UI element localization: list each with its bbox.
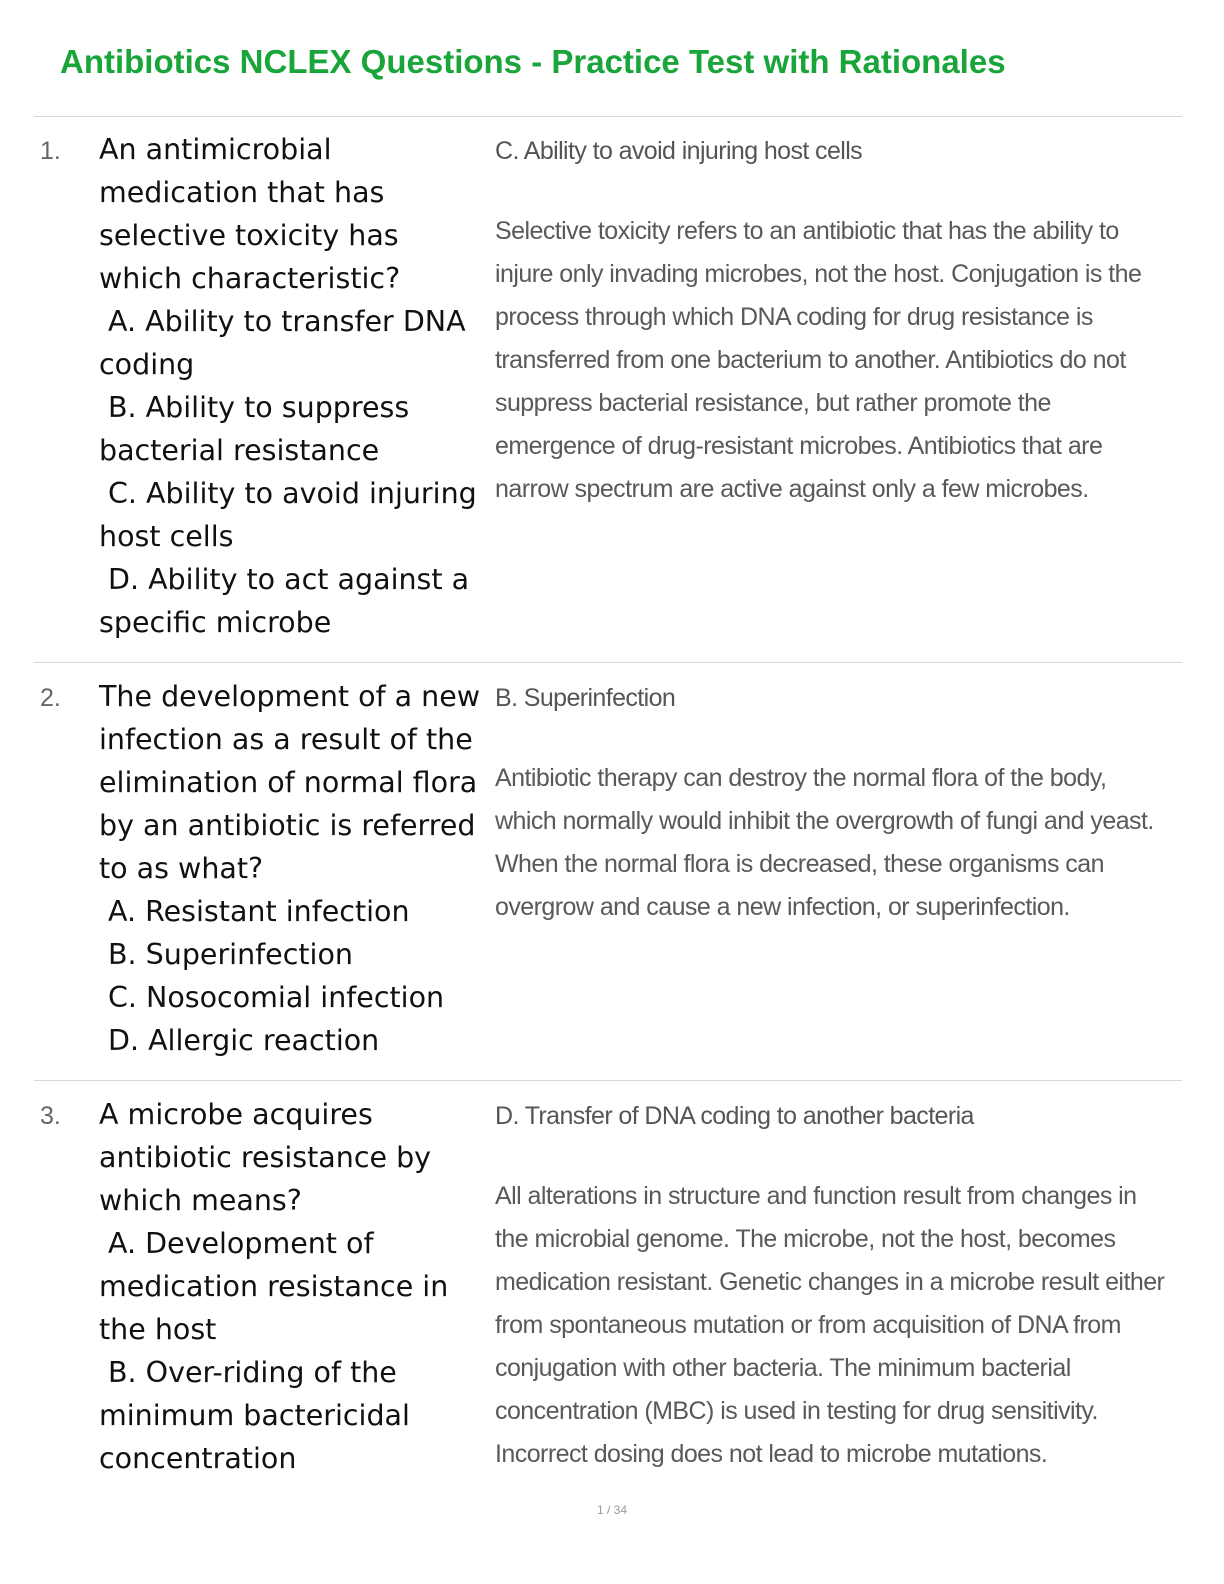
question-text: A microbe acquires antibiotic resistance by which means? [99, 1098, 432, 1217]
answer-option: B. Superinfection [108, 938, 353, 971]
rationale-text: All alterations in structure and function result from changes in the microbial genome. The microbe, not the host, becomes medication resistant. Genetic changes in a microbe result either from spontaneous mutation or from acquisition of DNA from conjugation with other bacteria. The minimum bacterial concentration (MBC) is used in testing for drug sensitivity. Incorrect dosing does not lead to microbe mutations. [495, 1182, 1165, 1468]
question-text-block [99, 675, 487, 1062]
question-text: The development of a new infection as a result of the elimination of normal flora by an antibiotic is referred to as what? [99, 680, 481, 885]
question-number: 1. [40, 137, 61, 165]
page-title: Antibiotics NCLEX Questions - Practice Test with Rationales [60, 43, 1006, 80]
question-number: 3. [40, 1102, 61, 1130]
answer-option: A. Ability to transfer DNA coding [99, 305, 466, 381]
answer-block [495, 134, 1171, 511]
divider [34, 662, 1182, 663]
answer-block [495, 681, 1171, 929]
divider [34, 1080, 1182, 1081]
correct-answer: C. Ability to avoid injuring host cells [495, 137, 863, 165]
question-text-block [99, 1093, 487, 1480]
rationale-text: Antibiotic therapy can destroy the normal flora of the body, which normally would inhibit the overgrowth of fungi and yeast. When the normal flora is decreased, these organisms can overgrow and cause a new infection, or superinfection. [495, 764, 1154, 921]
question-text: An antimicrobial medication that has selective toxicity has which characteristic? [99, 133, 401, 295]
answer-option: B. Over-riding of the minimum bactericidal concentration [99, 1356, 410, 1475]
page-number: 1 / 34 [596, 1503, 628, 1517]
answer-option: A. Development of medication resistance in the host [99, 1227, 449, 1346]
correct-answer: B. Superinfection [495, 684, 676, 712]
answer-option: C. Nosocomial infection [108, 981, 445, 1014]
correct-answer: D. Transfer of DNA coding to another bacteria [495, 1102, 974, 1130]
answer-option: D. Allergic reaction [108, 1024, 380, 1057]
answer-option: A. Resistant infection [108, 895, 410, 928]
answer-option: C. Ability to avoid injuring host cells [99, 477, 477, 553]
answer-option: B. Ability to suppress bacterial resistance [99, 391, 410, 467]
answer-option: D. Ability to act against a specific microbe [99, 563, 470, 639]
rationale-text: Selective toxicity refers to an antibiotic that has the ability to injure only invading microbes, not the host. Conjugation is the process through which DNA coding for drug resistance is transferred from one bacterium to another. Antibiotics do not suppress bacterial resistance, but rather promote the emergence of drug-resistant microbes. Antibiotics that are narrow spectrum are active against only a few microbes. [495, 217, 1142, 503]
question-text-block [99, 128, 487, 644]
answer-block [495, 1099, 1171, 1476]
question-number: 2. [40, 684, 61, 712]
divider [34, 116, 1182, 117]
